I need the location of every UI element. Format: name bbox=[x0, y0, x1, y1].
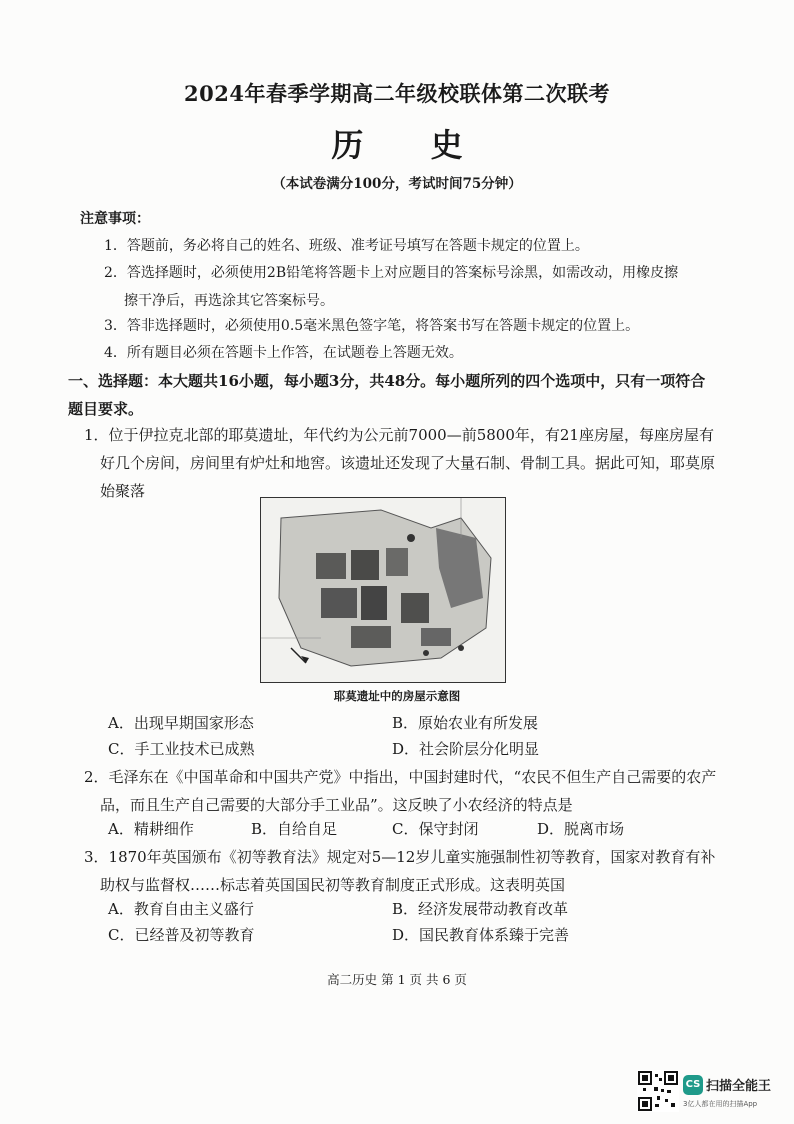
site-map-drawing bbox=[261, 498, 505, 682]
notice-item-2-cont: 擦干净后，再选涂其它答案标号。 bbox=[124, 293, 334, 309]
notice-item-1: 1．答题前，务必将自己的姓名、班级、准考证号填写在答题卡规定的位置上。 bbox=[104, 238, 589, 254]
q3-option-b: B．经济发展带动教育改革 bbox=[392, 900, 569, 918]
question-2-stem: 2．毛泽东在《中国革命和中国共产党》中指出，中国封建时代，“农民不但生产自己需要的农产品，而且生产自己需要的大部分手工业品”。这反映了小农经济的特点是 bbox=[84, 768, 717, 814]
notice-item-4: 4．所有题目必须在答题卡上作答，在试题卷上答题无效。 bbox=[104, 345, 463, 361]
qr-code-icon bbox=[637, 1070, 679, 1112]
q3-option-a: A．教育自由主义盛行 bbox=[108, 900, 254, 918]
q2-option-a: A．精耕细作 bbox=[108, 820, 194, 838]
q1-option-a: A．出现早期国家形态 bbox=[108, 714, 254, 732]
page-footer: 高二历史 第 1 页 共 6 页 bbox=[327, 972, 467, 987]
q3-option-d: D．国民教育体系臻于完善 bbox=[392, 926, 570, 944]
q2-option-b: B．自给自足 bbox=[251, 820, 338, 838]
q3-option-c: C．已经普及初等教育 bbox=[108, 926, 255, 944]
q1-option-c: C．手工业技术已成熟 bbox=[108, 740, 255, 758]
exam-meta: （本试卷满分100分，考试时间75分钟） bbox=[272, 176, 522, 192]
section-heading: 一、选择题：本大题共16小题，每小题3分，共48分。每小题所列的四个选项中，只有一项符合题目要求。 bbox=[68, 372, 706, 418]
figure-caption: 耶莫遗址中的房屋示意图 bbox=[333, 689, 461, 703]
camscanner-logo-icon: CS bbox=[683, 1075, 703, 1095]
camscanner-name: 扫描全能王 bbox=[706, 1079, 772, 1094]
q2-option-d: D．脱离市场 bbox=[537, 820, 625, 838]
notice-item-2: 2．答选择题时，必须使用2B铅笔将答题卡上对应题目的答案标号涂黑，如需改动，用橡皮擦 bbox=[104, 265, 679, 281]
notice-heading: 注意事项： bbox=[80, 211, 150, 227]
question-1-stem: 1．位于伊拉克北部的耶莫遗址，年代约为公元前7000—前5800年，有21座房屋，每座房屋有好几个房间，房间里有炉灶和地窖。该遗址还发现了大量石制、骨制工具。据此可知，耶莫原始聚落 bbox=[84, 426, 716, 500]
question-3-stem: 3．1870年英国颁布《初等教育法》规定对5—12岁儿童实施强制性初等教育，国家对教育有补助权与监督权……标志着英国国民初等教育制度正式形成。这表明英国 bbox=[84, 848, 716, 894]
site-map-figure bbox=[260, 497, 506, 683]
exam-title: 2024年春季学期高二年级校联体第二次联考 bbox=[184, 81, 610, 106]
exam-subject: 历 史 bbox=[331, 126, 491, 164]
camscanner-tagline: 3亿人都在用的扫描App bbox=[683, 1100, 758, 1108]
q1-option-d: D．社会阶层分化明显 bbox=[392, 740, 540, 758]
q2-option-c: C．保守封闭 bbox=[392, 820, 479, 838]
notice-item-3: 3．答非选择题时，必须使用0.5毫米黑色签字笔，将答案书写在答题卡规定的位置上。 bbox=[104, 318, 640, 334]
q1-option-b: B．原始农业有所发展 bbox=[392, 714, 539, 732]
